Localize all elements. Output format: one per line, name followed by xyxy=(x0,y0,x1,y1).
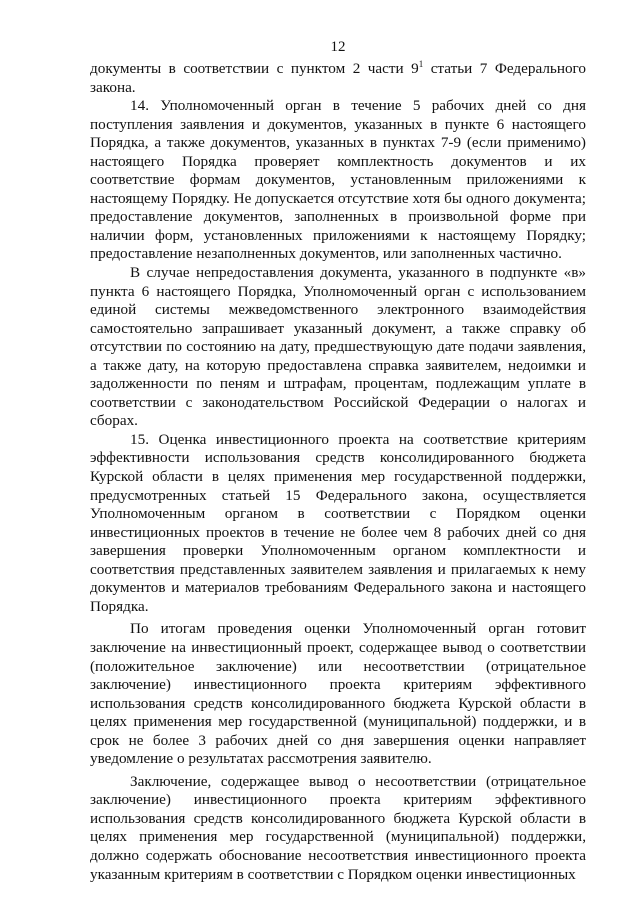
paragraph-conclusion: Заключение, содержащее вывод о несоответствии (отрицательное заключение) инвестиционного проекта критериям эффективного использования средств консолидированного бюджета Курской области в целях применения мер государственной (муниципальной) поддержки, должно содержать обоснование несоответствия инвестиционного проекта указанным критериям в соответствии с Порядком оценки инвестиционных xyxy=(90,772,586,883)
paragraph-text: документы в соответствии с пунктом 2 части 9 xyxy=(90,60,419,77)
superscript: 1 xyxy=(418,58,424,69)
paragraph-request: В случае непредоставления документа, указанного в подпункте «в» пункта 6 настоящего Порядка, Уполномоченный орган с использованием единой системы межведомственного электронного взаимодействия самостоятельно запрашивает указанный документ, а также справку об отсутствии по состоянию на дату, предшествующую дате подачи заявления, а также дату, на которую предоставлена справка заявителем, недоимки и задолженности по пеням и штрафам, процентам, подлежащим уплате в соответствии с законодательством Российской Федерации о налогах и сборах. xyxy=(90,264,586,430)
page-number: 12 xyxy=(330,39,346,55)
paragraph-continuation xyxy=(90,60,586,97)
paragraph-results: По итогам проведения оценки Уполномоченный орган готовит заключение на инвестиционный проект, содержащее вывод о соответствии (положительное заключение) или несоответствии (отрицательное заключение) инвестиционного проекта критериям эффективного использования средств консолидированного бюджета Курской области в целях применения мер государственной (муниципальной) поддержки, и в срок не более 3 рабочих дней со дня завершения оценки направляет уведомление о результатах рассмотрения заявителю. xyxy=(90,620,586,768)
paragraph-item-14: 14. Уполномоченный орган в течение 5 рабочих дней со дня поступления заявления и документов, указанных в пункте 6 настоящего Порядка, а также документов, указанных в пунктах 7-9 (если применимо) настоящего Порядка проверяет комплектность документов и их соответствие формам документов, установленным приложениями к настоящему Порядку. Не допускается отсутствие хотя бы одного документа; предоставление документов, заполненных в произвольной форме при наличии форм, установленных приложениями к настоящему Порядку; предоставление незаполненных документов, или заполненных частично. xyxy=(90,97,586,263)
paragraph-text: статьи 7 Федерального закона. xyxy=(90,60,586,96)
paragraph-item-15: 15. Оценка инвестиционного проекта на соответствие критериям эффективности использования средств консолидированного бюджета Курской области в целях применения мер государственной поддержки, предусмотренных статьей 15 Федерального закона, осуществляется Уполномоченным органом в соответствии с Порядком оценки инвестиционных проектов в течение не более чем 8 рабочих дней со дня завершения проверки Уполномоченным органом комплектности и соответствия представленных заявителем заявления и прилагаемых к нему документов и материалов требованиям Федерального закона и настоящего Порядка. xyxy=(90,430,586,615)
